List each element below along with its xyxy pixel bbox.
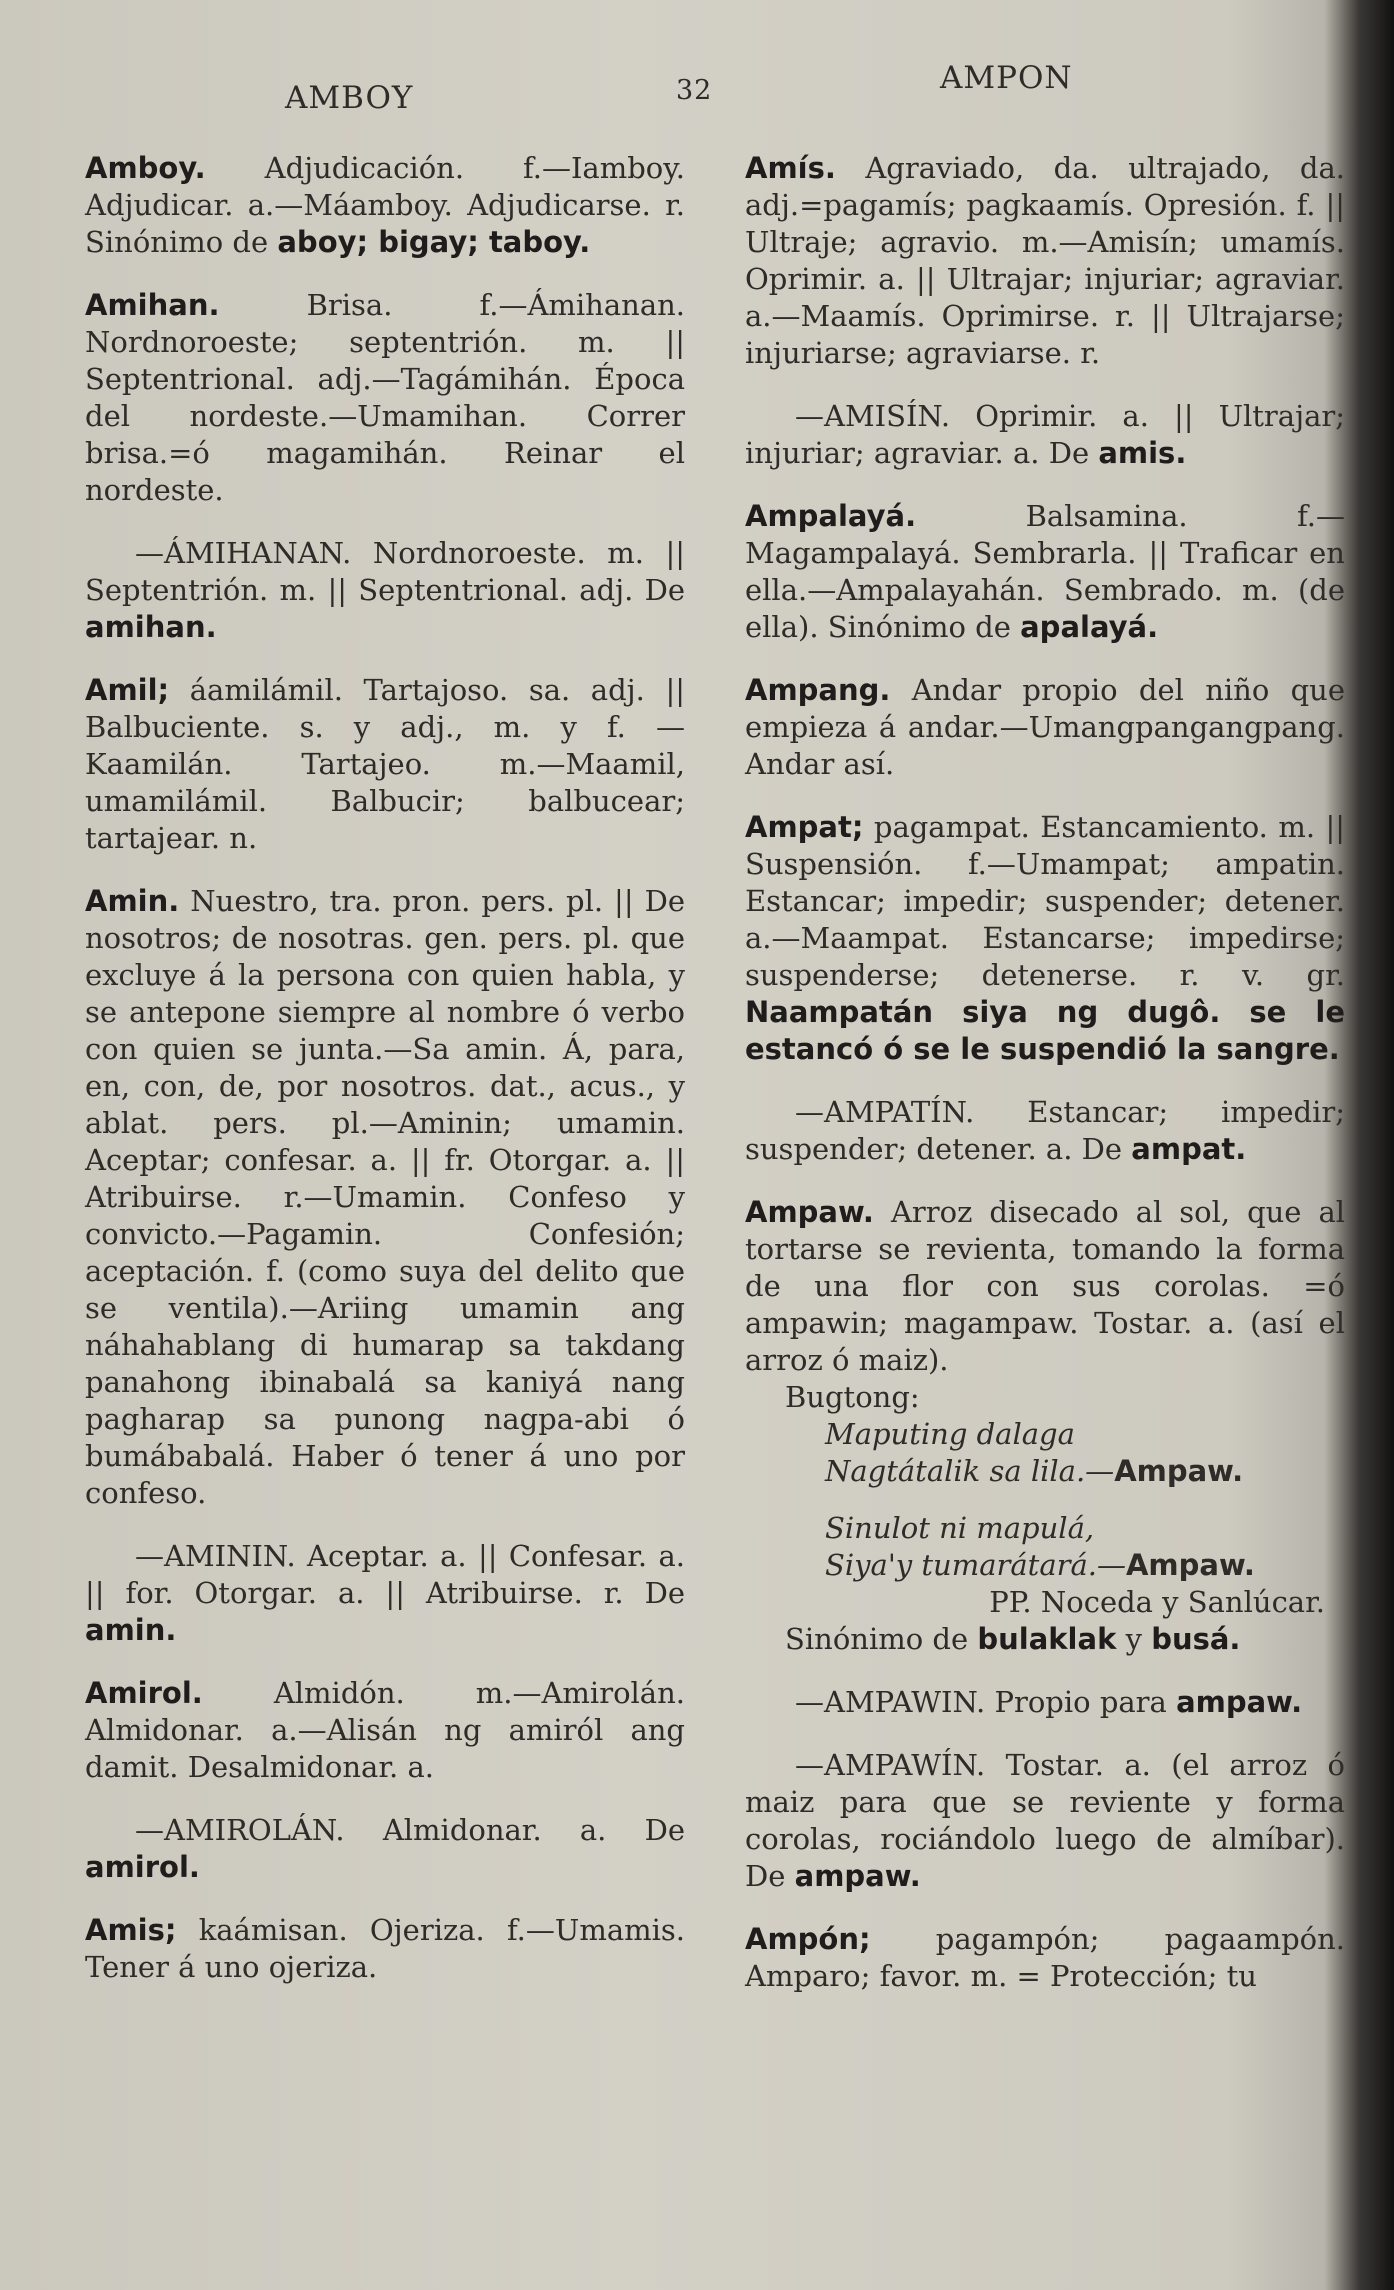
riddle-line <box>745 1547 1345 1584</box>
definition: Andar propio del niño que empieza á andar.—Umangpangangpang. Andar así. <box>745 673 1345 781</box>
riddle-answer: Ampaw. <box>1125 1548 1255 1582</box>
definition: Agraviado, da. ultrajado, da. adj.=pagamís; pagkaamís. Opresión. f. || Ultraje; agravio. m.—Amisín; umamís. Oprimir. a. || Ultrajar; injuriar; agraviar. a.—Maamís. Oprimirse. r. || Ultrajarse; injuriarse; agraviarse. r. <box>745 151 1346 370</box>
riddle-source: PP. Noceda y Sanlúcar. <box>989 1585 1325 1619</box>
bugtong-title: Bugtong: <box>785 1380 920 1414</box>
conjunction: y <box>1125 1622 1142 1656</box>
entry-amis-ojeriza <box>85 1912 685 1986</box>
definition: —ÁMIHANAN. Nordnoroeste. m. || Septentrión. m. || Septentrional. adj. De <box>85 536 685 607</box>
riddle-line: Maputing dalaga <box>825 1417 1075 1451</box>
entry-amil <box>85 672 685 857</box>
synonyms: aboy; bigay; taboy. <box>277 225 591 259</box>
headword: Amil; <box>85 673 170 707</box>
definition: Arroz disecado al sol, que al tortarse se revienta, tomando la forma de una flor con sus corolas. =ó ampawin; magampaw. Tostar. a. (así el arroz ó maiz). <box>745 1195 1346 1377</box>
entry-aminin <box>85 1538 685 1649</box>
entry-amihanan <box>85 535 685 646</box>
cross-reference: amin. <box>85 1613 177 1647</box>
entry-ampawin-1 <box>745 1684 1345 1721</box>
synonyms-line <box>745 1621 1345 1658</box>
synonyms-label: Sinónimo de <box>785 1622 969 1656</box>
headword: Amboy. <box>85 151 206 185</box>
definition: pagampat. Estancamiento. m. || Suspensión. f.—Umampat; ampatin. Estancar; impedir; suspender; detener. a.—Maampat. Estancarse; impedirse; suspenderse; detenerse. r. v. gr. <box>745 810 1346 992</box>
definition: Adjudicación. f.—Iamboy. Adjudicar. a.—Máamboy. Adjudicarse. r. Sinónimo de <box>85 151 685 259</box>
definition: —AMIROLÁN. Almidonar. a. De <box>135 1813 685 1847</box>
headword: Ampat; <box>745 810 864 844</box>
cross-reference: amihan. <box>85 610 217 644</box>
riddle-text: Nagtátalik sa lila.— <box>825 1454 1115 1488</box>
riddle-answer: Ampaw. <box>1114 1454 1244 1488</box>
entry-ampon <box>745 1921 1345 1995</box>
entry-ampang <box>745 672 1345 783</box>
headword: Amirol. <box>85 1676 203 1710</box>
definition: Nuestro, tra. pron. pers. pl. || De nosotros; de nosotras. gen. pers. pl. que excluye á la persona con quien habla, y se antepone siempre al nombre ó verbo con quien se junta.—Sa amin. Á, para, en, con, de, por nosotros. dat., acus., y ablat. pers. pl.—Aminin; umamin. Aceptar; confesar. a. || fr. Otorgar. a. || Atribuirse. r.—Umamin. Confeso y convicto.—Pagamin. Confesión; aceptación. f. (como suya del delito que se ventila).—Ariing umamin ang náhahablang di humarap sa takdang panahong ibinabalá sa kaniyá nang pagharap sa punong nagpa-abi ó bumábabalá. Haber ó tener á uno por confeso. <box>85 884 686 1510</box>
headword: Ampang. <box>745 673 891 707</box>
definition: —AMPAWIN. Propio para <box>795 1685 1167 1719</box>
entry-ampat <box>745 809 1345 1068</box>
entry-amisin <box>745 398 1345 472</box>
headword: Ampalayá. <box>745 499 917 533</box>
headword: Amin. <box>85 884 180 918</box>
definition: —AMPATÍN. Estancar; impedir; suspender; detener. a. De <box>745 1095 1345 1166</box>
headword: Amís. <box>745 151 836 185</box>
riddle-line: Sinulot ni mapulá, <box>825 1511 1095 1545</box>
riddle-separator <box>745 1490 1345 1510</box>
entry-amis <box>745 150 1345 372</box>
cross-reference: apalayá. <box>1020 610 1159 644</box>
headword: Ampaw. <box>745 1195 874 1229</box>
definition: —AMPAWÍN. Tostar. a. (el arroz ó maiz para que se reviente y forma corolas, rociándolo luego de almíbar). De <box>745 1748 1345 1893</box>
page-number: 32 <box>676 75 713 106</box>
entry-ampatin <box>745 1094 1345 1168</box>
synonym: bulaklak <box>977 1622 1117 1656</box>
page-header <box>0 60 1394 120</box>
synonym: busá. <box>1151 1622 1241 1656</box>
definition: Almidón. m.—Amirolán. Almidonar. a.—Alisán ng amiról ang damit. Desalmidonar. a. <box>85 1676 685 1784</box>
entry-ampaw <box>745 1194 1345 1658</box>
cross-reference: amirol. <box>85 1850 200 1884</box>
cross-reference: ampaw. <box>794 1859 921 1893</box>
definition: áamilámil. Tartajoso. sa. adj. || Balbuciente. s. y adj., m. y f. —Kaamilán. Tartajeo. m.—Maamil, umamilámil. Balbucir; balbucear; tartajear. n. <box>85 673 686 855</box>
header-right-guide-word: AMPON <box>940 60 1073 96</box>
riddle-text: Siya'y tumarátará.— <box>825 1548 1126 1582</box>
entry-amirol <box>85 1675 685 1786</box>
entry-amirolan <box>85 1812 685 1886</box>
definition: Brisa. f.—Ámihanan. Nordnoroeste; septentrión. m. || Septentrional. adj.—Tagámihán. Época del nordeste.—Umamihan. Correr brisa.=ó magamihán. Reinar el nordeste. <box>85 288 685 507</box>
entry-ampawin-2 <box>745 1747 1345 1895</box>
definition: —AMININ. Aceptar. a. || Confesar. a. || for. Otorgar. a. || Atribuirse. r. De <box>85 1539 685 1610</box>
entry-amihan <box>85 287 685 509</box>
entry-amboy <box>85 150 685 261</box>
definition: Balsamina. f.—Magampalayá. Sembrarla. || Traficar en ella.—Ampalayahán. Sembrado. m. (de ella). Sinónimo de <box>745 499 1345 644</box>
headword: Ampón; <box>745 1922 871 1956</box>
headword: Amihan. <box>85 288 220 322</box>
example: Naampatán siya ng dugô. se le estancó ó se le suspendió la sangre. <box>745 995 1345 1066</box>
definition: —AMISÍN. Oprimir. a. || Ultrajar; injuriar; agraviar. a. De <box>745 399 1345 470</box>
entry-ampalaya <box>745 498 1345 646</box>
definition: kaámisan. Ojeriza. f.—Umamis. Tener á uno ojeriza. <box>85 1913 685 1984</box>
left-column <box>85 150 685 2012</box>
headword: Amis; <box>85 1913 177 1947</box>
cross-reference: ampat. <box>1131 1132 1247 1166</box>
right-column <box>745 150 1345 2021</box>
entry-amin <box>85 883 685 1512</box>
cross-reference: amis. <box>1098 436 1187 470</box>
definition: pagampón; pagaampón. Amparo; favor. m. = Protección; tu <box>745 1922 1345 1993</box>
riddle-line <box>745 1453 1345 1490</box>
header-left-guide-word: AMBOY <box>285 80 414 116</box>
cross-reference: ampaw. <box>1176 1685 1303 1719</box>
